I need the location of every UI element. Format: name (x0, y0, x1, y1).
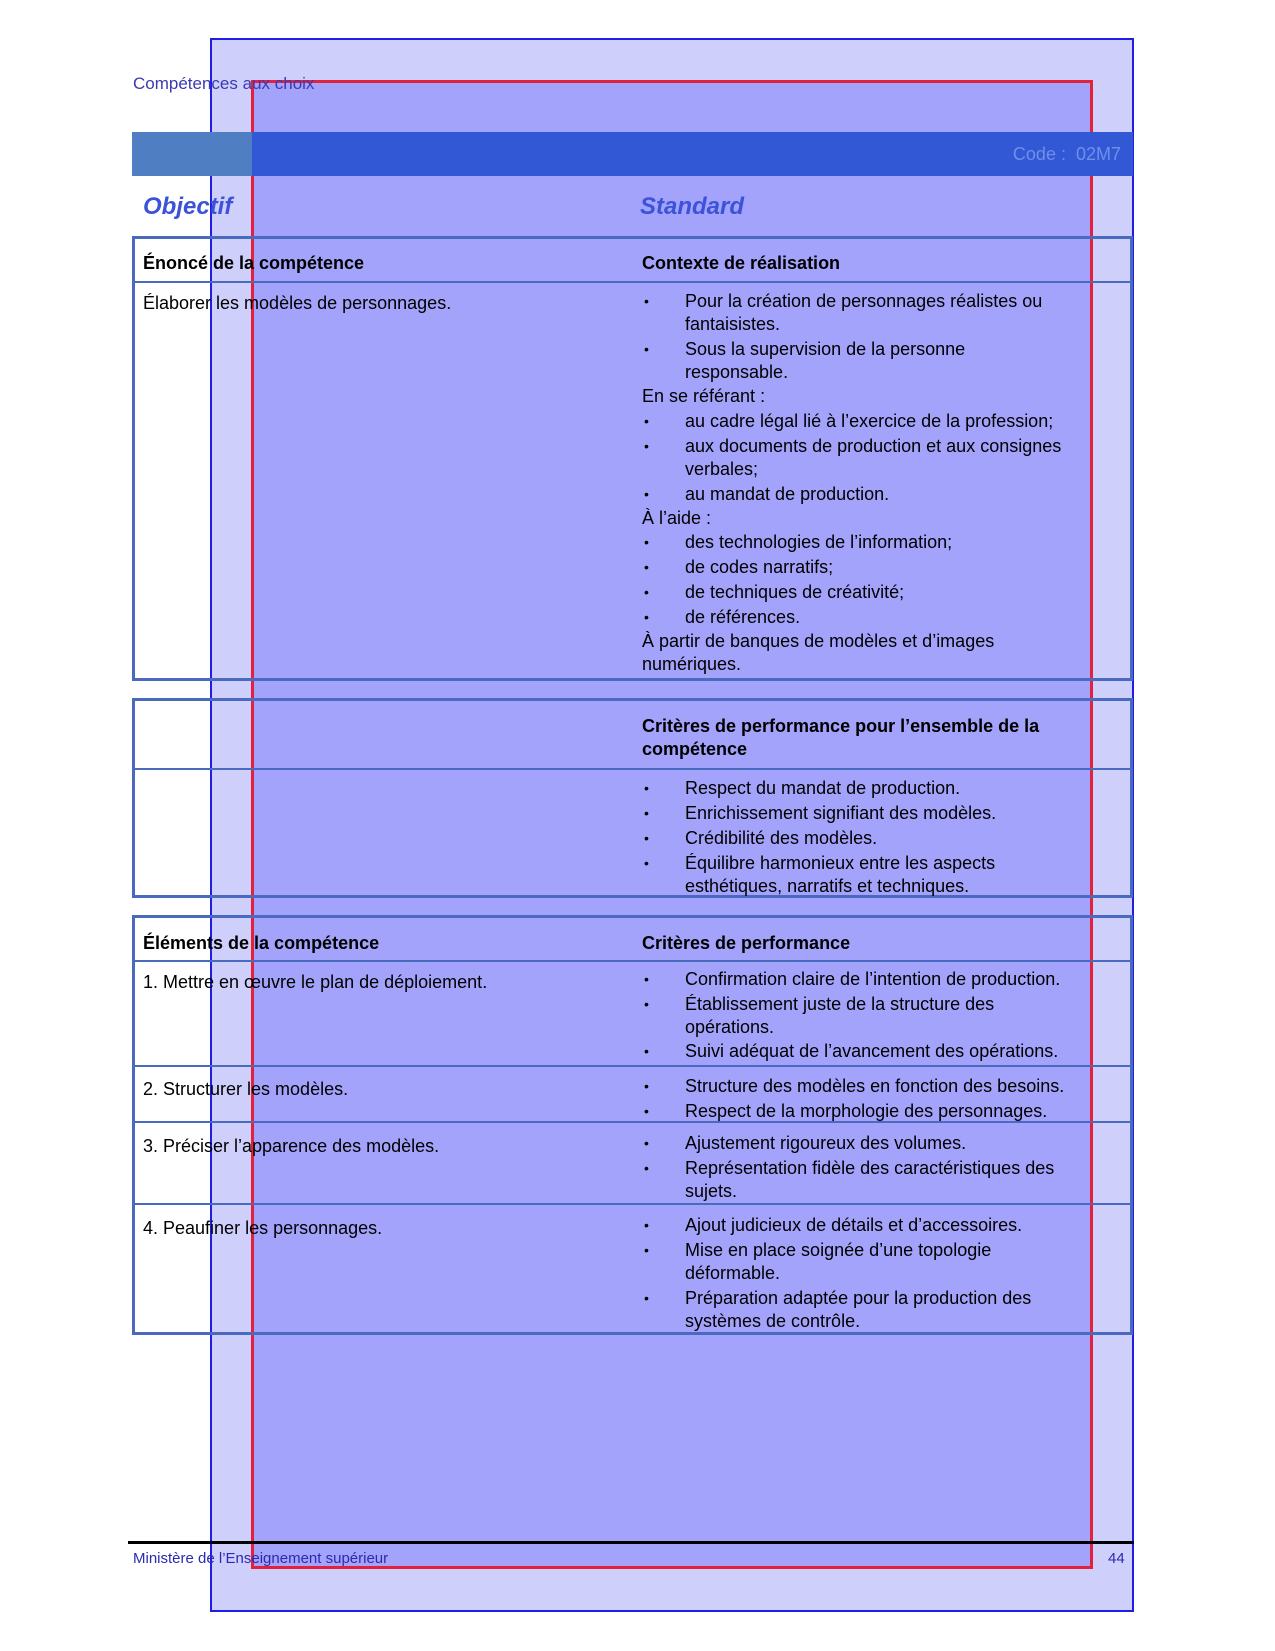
criterion-item-cont: sujets. (685, 1181, 738, 1201)
bullet-icon: • (644, 559, 649, 575)
section-elements-criteres (132, 915, 1133, 1335)
section-criteres-ensemble (132, 698, 1133, 898)
bullet-icon: • (644, 293, 649, 309)
bullet-icon: • (644, 1242, 649, 1258)
context-item: de références. (685, 607, 801, 627)
element-item: 1. Mettre en œuvre le plan de déploiement. (143, 972, 488, 992)
criteres-header: Critères de performance (642, 933, 851, 953)
element-item: 2. Structurer les modèles. (143, 1079, 349, 1099)
context-item: de codes narratifs; (685, 557, 834, 577)
bullet-icon: • (644, 971, 649, 987)
element-item: 4. Peaufiner les personnages. (143, 1218, 383, 1238)
criterion-item: Ajout judicieux de détails et d’accessoires. (685, 1215, 1023, 1235)
elements-header: Éléments de la compétence (143, 933, 380, 953)
criterion-item-cont: déformable. (685, 1263, 781, 1283)
context-item-cont: verbales; (685, 459, 759, 479)
bullet-icon: • (644, 830, 649, 846)
context-item: des technologies de l’information; (685, 532, 953, 552)
code-label: Code : (1012, 144, 1066, 164)
criterion-item: Respect de la morphologie des personnages. (685, 1101, 1048, 1121)
referant-label: En se référant : (642, 386, 766, 406)
bullet-icon: • (644, 855, 649, 871)
element-item: 3. Préciser l’apparence des modèles. (143, 1136, 440, 1156)
criterion-item: Enrichissement signifiant des modèles. (685, 803, 997, 823)
bullet-icon: • (644, 486, 649, 502)
code-value: 02M7 (1075, 144, 1121, 164)
divider (135, 281, 1130, 283)
divider (135, 1065, 1130, 1067)
context-item: aux documents de production et aux consignes (685, 436, 1062, 456)
criterion-item: Établissement juste de la structure des (685, 994, 995, 1014)
criterion-item: Mise en place soignée d’une topologie (685, 1240, 992, 1260)
footer-ministry: Ministère de l’Enseignement supérieur (133, 1550, 389, 1567)
bullet-icon: • (644, 1135, 649, 1151)
divider (135, 960, 1130, 962)
enonce-header: Énoncé de la compétence (143, 253, 365, 273)
criterion-item: Structure des modèles en fonction des besoins. (685, 1076, 1065, 1096)
aide-label: À l’aide : (642, 508, 712, 528)
section-enonce-contexte (132, 236, 1133, 681)
criterion-item-cont: opérations. (685, 1017, 775, 1037)
bullet-icon: • (644, 805, 649, 821)
criterion-item: Ajustement rigoureux des volumes. (685, 1133, 967, 1153)
context-item: de techniques de créativité; (685, 582, 905, 602)
bullet-icon: • (644, 1078, 649, 1094)
contexte-header: Contexte de réalisation (642, 253, 841, 273)
divider (135, 768, 1130, 770)
bullet-icon: • (644, 413, 649, 429)
context-item: Sous la supervision de la personne (685, 339, 966, 359)
code-band (132, 132, 1133, 176)
bullet-icon: • (644, 534, 649, 550)
partir-text: À partir de banques de modèles et d’images (642, 631, 995, 651)
bullet-icon: • (644, 1160, 649, 1176)
code-display (1003, 144, 1121, 165)
criterion-item: Respect du mandat de production. (685, 778, 961, 798)
criterion-item: Crédibilité des modèles. (685, 828, 878, 848)
enonce-text: Élaborer les modèles de personnages. (143, 293, 452, 313)
context-item-cont: fantaisistes. (685, 314, 781, 334)
bullet-icon: • (644, 584, 649, 600)
bullet-icon: • (644, 1043, 649, 1059)
bullet-icon: • (644, 609, 649, 625)
partir-text-cont: numériques. (642, 654, 742, 674)
objectif-heading: Objectif (143, 193, 233, 220)
criteres-ensemble-header: Critères de performance pour l’ensemble de la (642, 716, 1040, 736)
divider (135, 1203, 1130, 1205)
bullet-icon: • (644, 1103, 649, 1119)
criterion-item-cont: systèmes de contrôle. (685, 1311, 861, 1331)
context-item: au mandat de production. (685, 484, 890, 504)
criterion-item: Équilibre harmonieux entre les aspects (685, 853, 996, 873)
criterion-item-cont: esthétiques, narratifs et techniques. (685, 876, 970, 896)
bullet-icon: • (644, 996, 649, 1012)
footer-rule (128, 1541, 1134, 1544)
bullet-icon: • (644, 438, 649, 454)
standard-heading: Standard (640, 193, 745, 220)
context-item: au cadre légal lié à l’exercice de la profession; (685, 411, 1054, 431)
bullet-icon: • (644, 341, 649, 357)
context-item: Pour la création de personnages réalistes ou (685, 291, 1043, 311)
criterion-item: Préparation adaptée pour la production des (685, 1288, 1032, 1308)
context-item-cont: responsable. (685, 362, 789, 382)
page-header-title: Compétences aux choix (133, 74, 315, 93)
criteres-ensemble-header-cont: compétence (642, 739, 748, 759)
bullet-icon: • (644, 1290, 649, 1306)
criterion-item: Représentation fidèle des caractéristiques des (685, 1158, 1055, 1178)
bullet-icon: • (644, 780, 649, 796)
bullet-icon: • (644, 1217, 649, 1233)
page-number: 44 (1108, 1550, 1125, 1567)
criterion-item: Suivi adéquat de l’avancement des opérations. (685, 1041, 1059, 1061)
criterion-item: Confirmation claire de l’intention de production. (685, 969, 1061, 989)
